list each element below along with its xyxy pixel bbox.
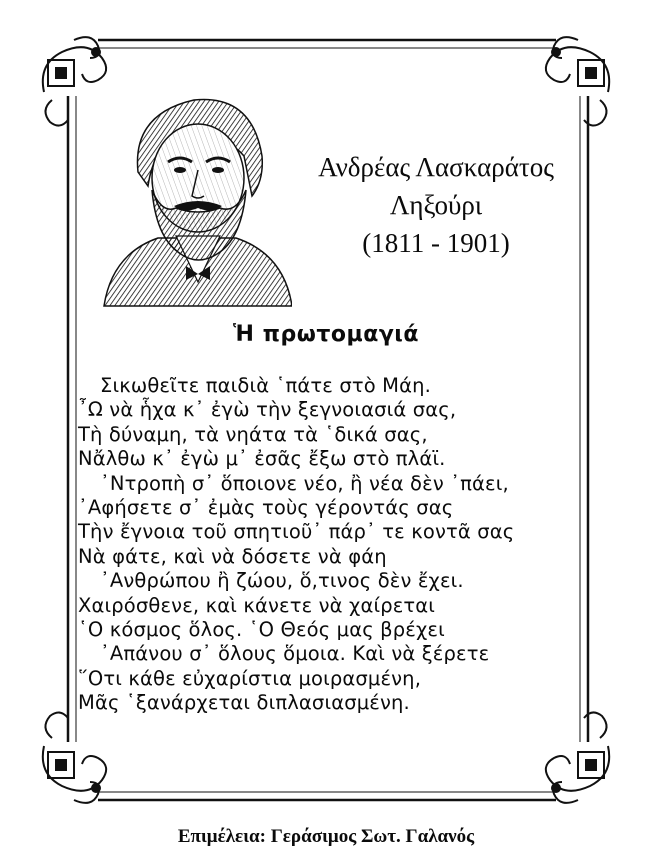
author-portrait bbox=[102, 86, 292, 312]
poem-line: Τὴν ἔγνοια τοῦ σπητιοῦ᾽ πάρ᾽ τε κοντᾶ σας bbox=[78, 520, 515, 544]
poem-body bbox=[78, 374, 578, 716]
poem-line: ᾽Ντροπὴ σ᾽ ὅποιονε νέο, ἢ νέα δὲν ᾽πάει, bbox=[100, 471, 509, 495]
poem-line: Χαιρόσθενε, καὶ κάνετε νὰ χαίρεται bbox=[78, 593, 436, 617]
poem-line: ῾Ο κόσμος ὅλος. ῾Ο Θεός μας βρέχει bbox=[78, 618, 445, 642]
poem-title: Ἡ πρωτομαγιά bbox=[233, 322, 419, 347]
poem-line: ᾽Ανθρώπου ἢ ζώου, ὅ,τινος δὲν ἔχει. bbox=[100, 569, 464, 593]
author-name: Ανδρέας Λασκαράτος bbox=[318, 152, 554, 182]
corner-ornament-top-left-icon bbox=[43, 37, 106, 125]
author-info bbox=[286, 148, 586, 262]
poem-line: Νὰ φάτε, καὶ νὰ δόσετε νὰ φάη bbox=[78, 544, 387, 568]
poem-line: Νἄλθω κ᾽ ἐγὼ μ᾽ ἐσᾶς ἔξω στὸ πλάϊ. bbox=[78, 447, 446, 471]
poem-line: ῏Ω νὰ ἧχα κ᾽ ἐγὼ τὴν ξεγνοιασιά σας, bbox=[78, 398, 457, 422]
poem-line: Τὴ δύναμη, τὰ νηάτα τὰ ῾δικά σας, bbox=[78, 422, 428, 446]
poem-line: ᾽Απάνου σ᾽ ὅλους ὅμοια. Καὶ νὰ ξέρετε bbox=[100, 642, 490, 666]
author-years: (1811 - 1901) bbox=[362, 228, 510, 258]
corner-ornament-bottom-left-icon bbox=[43, 712, 106, 802]
corner-ornament-bottom-right-icon bbox=[546, 712, 609, 802]
poem-line: ᾽Αφήσετε σ᾽ ἐμὰς τοὺς γέροντάς σας bbox=[78, 496, 454, 520]
editor-credit: Επιμέλεια: Γεράσιμος Σωτ. Γαλανός bbox=[177, 826, 475, 847]
author-place: Ληξούρι bbox=[389, 190, 483, 220]
poem-line: ῞Οτι κάθε εὐχαρίστια μοιρασμένη, bbox=[78, 666, 422, 690]
poem-line: Μᾶς ῾ξανάρχεται διπλασιασμένη. bbox=[78, 691, 410, 715]
corner-ornament-top-right-icon bbox=[546, 37, 609, 125]
poem-line: Σικωθεῖτε παιδιὰ ῾πάτε στὸ Μάη. bbox=[100, 374, 431, 397]
